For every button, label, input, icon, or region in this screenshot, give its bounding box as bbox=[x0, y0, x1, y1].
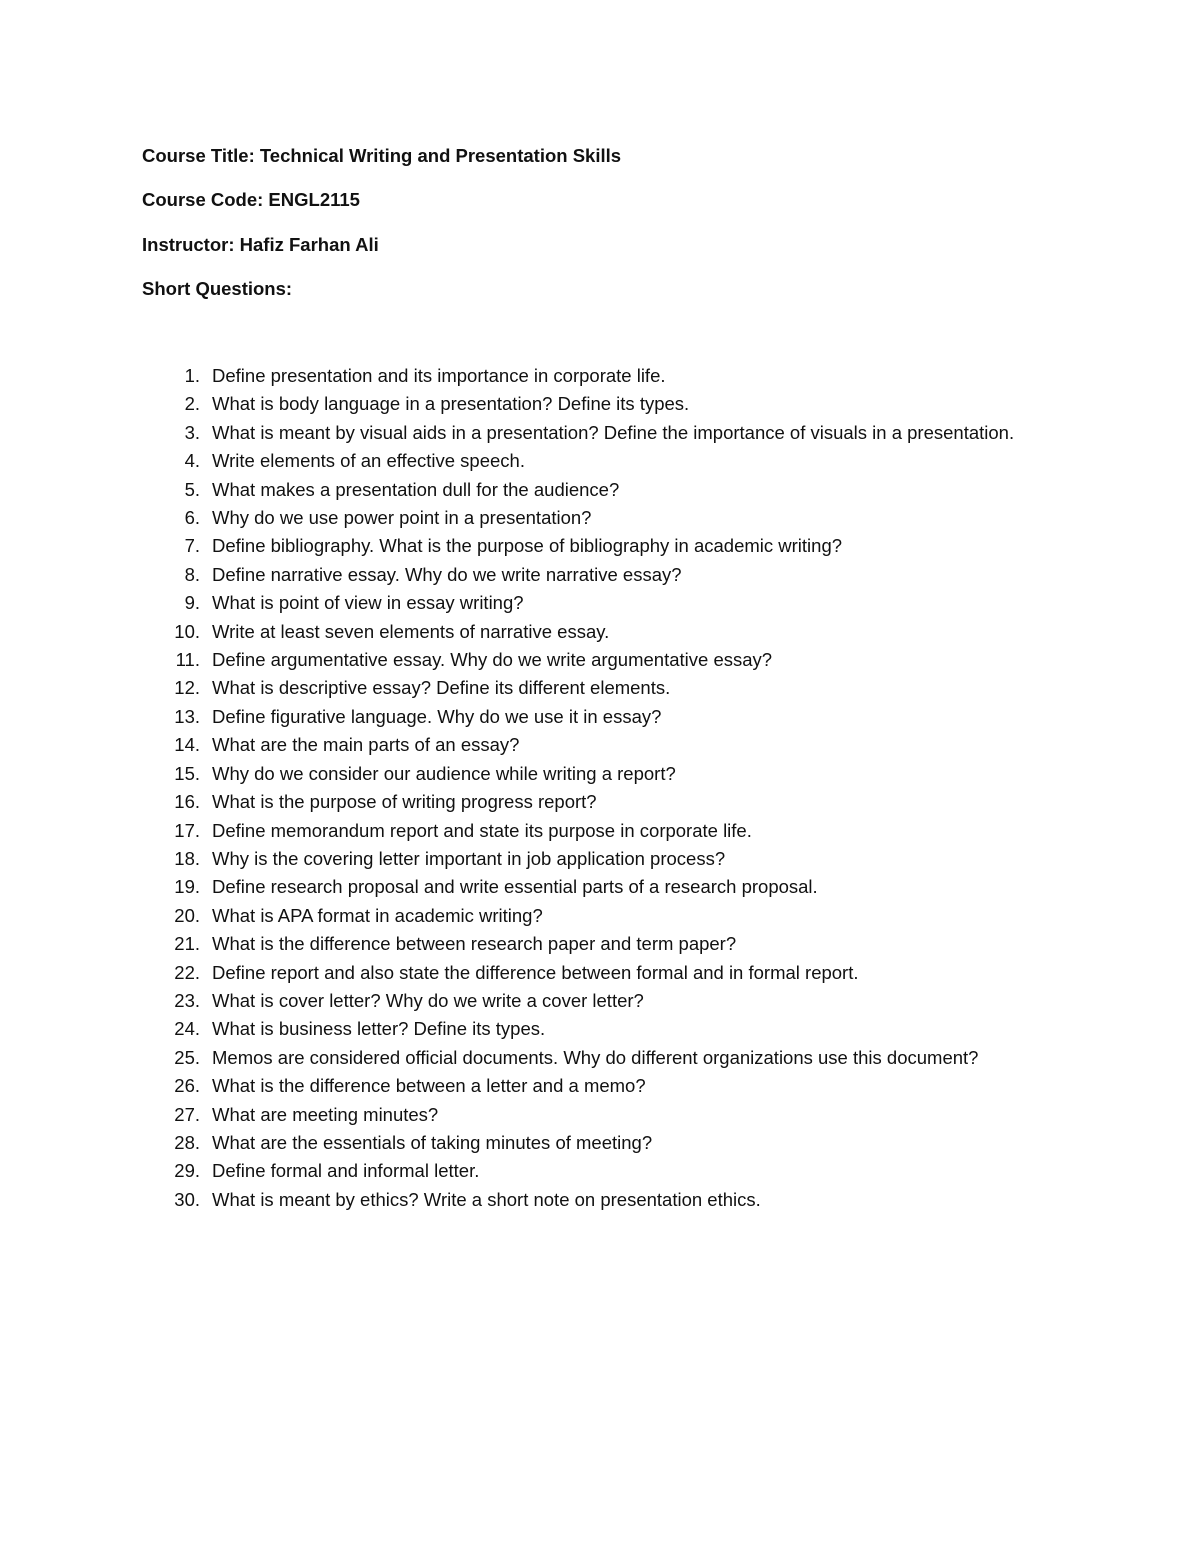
question-text: What is meant by visual aids in a presentation? Define the importance of visuals in a presentation. bbox=[212, 421, 1015, 443]
question-text: Why is the covering letter important in job application process? bbox=[212, 847, 726, 869]
list-item bbox=[0, 618, 1200, 646]
question-number: 14. bbox=[174, 734, 200, 756]
question-text: What is business letter? Define its types. bbox=[212, 1018, 546, 1040]
question-text: What is the difference between a letter and a memo? bbox=[212, 1075, 646, 1097]
question-text: Write elements of an effective speech. bbox=[212, 450, 525, 472]
list-item bbox=[0, 532, 1200, 560]
question-number: 15. bbox=[174, 762, 200, 784]
question-text: What are the essentials of taking minutes of meeting? bbox=[212, 1131, 653, 1153]
question-number: 24. bbox=[174, 1018, 200, 1040]
question-text: What is the purpose of writing progress report? bbox=[212, 791, 597, 813]
instructor: Instructor: Hafiz Farhan Ali bbox=[142, 233, 379, 255]
question-number: 12. bbox=[174, 677, 200, 699]
question-number: 6. bbox=[184, 507, 200, 529]
question-text: Why do we use power point in a presentation? bbox=[212, 507, 592, 529]
question-text: What are the main parts of an essay? bbox=[212, 734, 520, 756]
question-number: 22. bbox=[174, 961, 200, 983]
question-text: Define narrative essay. Why do we write narrative essay? bbox=[212, 563, 682, 585]
course-title: Course Title: Technical Writing and Presentation Skills bbox=[142, 145, 622, 166]
list-item bbox=[0, 419, 1200, 447]
list-item bbox=[0, 674, 1200, 702]
question-text: Define bibliography. What is the purpose of bibliography in academic writing? bbox=[212, 535, 843, 557]
question-number: 9. bbox=[184, 592, 200, 614]
question-number: 5. bbox=[184, 478, 200, 500]
question-text: What are meeting minutes? bbox=[212, 1103, 439, 1125]
question-text: What is cover letter? Why do we write a cover letter? bbox=[212, 989, 644, 1011]
question-number: 8. bbox=[184, 563, 200, 585]
question-text: Define report and also state the difference between formal and in formal report. bbox=[212, 961, 859, 983]
question-text: Memos are considered official documents. Why do different organizations use this document? bbox=[212, 1046, 979, 1068]
list-item bbox=[0, 760, 1200, 788]
question-text: Define figurative language. Why do we use it in essay? bbox=[212, 705, 662, 727]
question-number: 30. bbox=[174, 1188, 200, 1210]
list-item bbox=[0, 873, 1200, 901]
list-item bbox=[0, 703, 1200, 731]
course-code: Course Code: ENGL2115 bbox=[142, 189, 360, 211]
question-number: 19. bbox=[174, 876, 200, 898]
list-item bbox=[0, 504, 1200, 532]
list-item bbox=[0, 731, 1200, 759]
section-heading: Short Questions: bbox=[142, 277, 293, 299]
question-number: 27. bbox=[174, 1103, 200, 1125]
question-text: Define argumentative essay. Why do we write argumentative essay? bbox=[212, 649, 773, 671]
question-number: 7. bbox=[184, 535, 200, 557]
question-text: Write at least seven elements of narrative essay. bbox=[212, 620, 610, 642]
question-list bbox=[0, 362, 1200, 1214]
question-number: 10. bbox=[174, 620, 200, 642]
question-text: Define presentation and its importance in corporate life. bbox=[212, 365, 666, 386]
question-text: Why do we consider our audience while writing a report? bbox=[212, 762, 676, 784]
list-item bbox=[0, 1157, 1200, 1185]
list-item bbox=[0, 845, 1200, 873]
question-text: What is APA format in academic writing? bbox=[212, 904, 543, 926]
list-item bbox=[0, 447, 1200, 475]
list-item bbox=[0, 1015, 1200, 1043]
question-text: What is point of view in essay writing? bbox=[212, 592, 524, 614]
question-number: 28. bbox=[174, 1131, 200, 1153]
list-item bbox=[0, 390, 1200, 418]
list-item bbox=[0, 817, 1200, 845]
list-item bbox=[0, 1072, 1200, 1100]
question-text: What is meant by ethics? Write a short note on presentation ethics. bbox=[212, 1188, 761, 1210]
question-text: What is descriptive essay? Define its different elements. bbox=[212, 677, 671, 699]
question-text: Define memorandum report and state its purpose in corporate life. bbox=[212, 819, 752, 841]
question-text: Define research proposal and write essential parts of a research proposal. bbox=[212, 876, 818, 898]
question-number: 11. bbox=[175, 649, 200, 671]
question-number: 26. bbox=[174, 1075, 200, 1097]
question-number: 29. bbox=[174, 1160, 200, 1182]
question-number: 17. bbox=[174, 819, 200, 841]
question-number: 20. bbox=[174, 904, 200, 926]
question-number: 25. bbox=[174, 1046, 200, 1068]
list-item bbox=[0, 959, 1200, 987]
question-number: 3. bbox=[184, 421, 200, 443]
list-item bbox=[0, 1129, 1200, 1157]
list-item bbox=[0, 1044, 1200, 1072]
list-item bbox=[0, 788, 1200, 816]
question-text: Define formal and informal letter. bbox=[212, 1160, 480, 1182]
question-number: 2. bbox=[184, 393, 200, 415]
list-item bbox=[0, 362, 1200, 390]
list-item bbox=[0, 987, 1200, 1015]
list-item bbox=[0, 1101, 1200, 1129]
question-text: What is body language in a presentation? Define its types. bbox=[212, 393, 690, 415]
question-number: 23. bbox=[174, 989, 200, 1011]
list-item bbox=[0, 1186, 1200, 1214]
list-item bbox=[0, 902, 1200, 930]
question-number: 18. bbox=[174, 847, 200, 869]
question-number: 13. bbox=[174, 705, 200, 727]
question-text: What is the difference between research paper and term paper? bbox=[212, 933, 737, 955]
course-header bbox=[142, 142, 1102, 319]
list-item bbox=[0, 589, 1200, 617]
list-item bbox=[0, 646, 1200, 674]
question-number: 16. bbox=[174, 791, 200, 813]
list-item bbox=[0, 561, 1200, 589]
question-text: What makes a presentation dull for the audience? bbox=[212, 478, 620, 500]
list-item bbox=[0, 930, 1200, 958]
question-number: 1. bbox=[184, 365, 200, 386]
list-item bbox=[0, 476, 1200, 504]
question-number: 21. bbox=[174, 933, 200, 955]
question-number: 4. bbox=[184, 450, 200, 472]
